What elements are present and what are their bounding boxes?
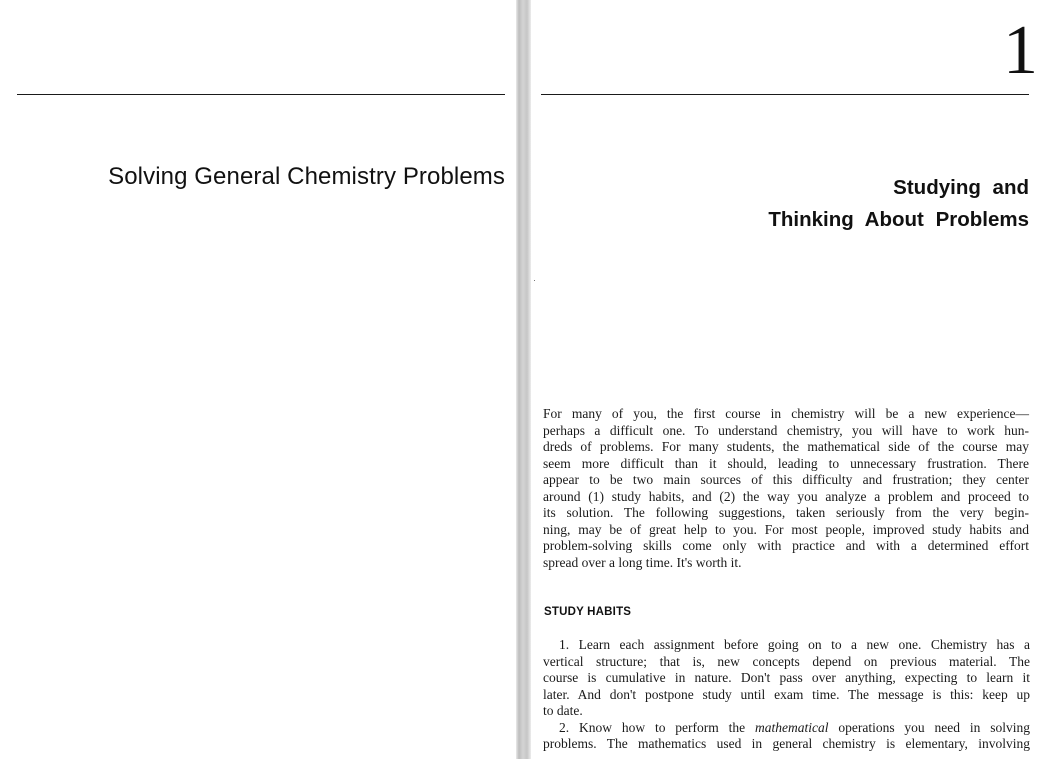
left-page xyxy=(0,0,516,759)
chapter-title-line: Studying and xyxy=(893,176,1029,199)
text-line: problems. The mathematics used in general chemistry is elementary, involving xyxy=(543,736,1030,751)
text-run: 2. Know how to perform the xyxy=(559,719,755,735)
page-speck xyxy=(534,280,535,281)
text-line: its solution. The following suggestions, taken seriously from the very begin- xyxy=(543,505,1029,520)
text-line: problem-solving skills come only with practice and with a determined effort xyxy=(543,538,1029,553)
text-line: perhaps a difficult one. To understand chemistry, you will have to work hun- xyxy=(543,422,1029,438)
text-line: dreds of problems. For many students, the mathematical side of the course may xyxy=(543,439,1029,454)
text-line: seem more difficult than it should, leading to unnecessary frustration. There xyxy=(543,455,1029,471)
text-line: spread over a long time. It's worth it. xyxy=(543,554,742,570)
chapter-title xyxy=(768,172,1029,236)
text-line: appear to be two main sources of this difficulty and frustration; they center xyxy=(543,472,1029,487)
text-line: course is cumulative in nature. Don't pass over anything, expecting to learn it xyxy=(543,670,1030,685)
emphasis-text: mathematical xyxy=(754,719,829,735)
text-line: 1. Learn each assignment before going on to a new one. Chemistry has a xyxy=(559,637,1030,652)
right-page xyxy=(531,0,1050,759)
text-line: around (1) study habits, and (2) the way you analyze a problem and proceed to xyxy=(543,488,1029,504)
chapter-number: 1 xyxy=(1003,12,1038,89)
book-title: Solving General Chemistry Problems xyxy=(108,163,505,190)
text-line: to date. xyxy=(543,703,583,718)
book-gutter xyxy=(516,0,531,759)
text-line: vertical structure; that is, new concepts depend on previous material. The xyxy=(543,653,1030,669)
study-habits-text xyxy=(543,637,1030,753)
text-run: operations you need in solving xyxy=(828,719,1030,735)
text-line: later. And don't postpone study until exam time. The message is this: keep up xyxy=(543,686,1030,702)
header-rule xyxy=(541,94,1029,95)
chapter-title-line: Thinking About Problems xyxy=(768,208,1029,231)
text-line: ning, may be of great help to you. For most people, improved study habits and xyxy=(543,521,1029,537)
header-rule xyxy=(17,94,505,95)
text-line: For many of you, the first course in chemistry will be a new experience— xyxy=(543,406,1029,421)
section-heading: STUDY HABITS xyxy=(544,606,632,618)
intro-paragraph xyxy=(543,406,1029,571)
text-line xyxy=(543,720,1030,737)
